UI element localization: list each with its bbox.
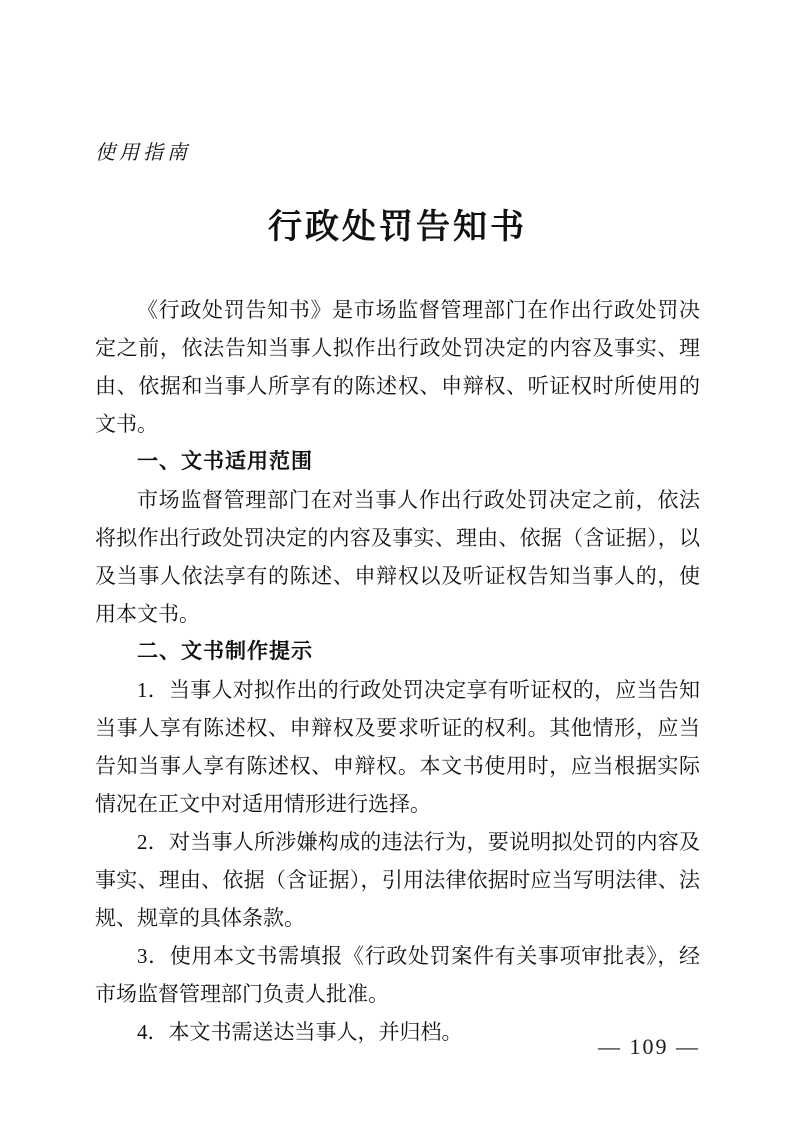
document-title: 行政处罚告知书 xyxy=(268,209,527,246)
tips-item-1: 1．当事人对拟作出的行政处罚决定享有听证权的，应当告知当事人享有陈述权、申辩权及要求听证的权利。其他情形，应当告知当事人享有陈述权、申辩权。本文书使用时，应当根据实际情况在正文中对适用情形进行选择。 xyxy=(95,678,700,816)
tips-item-2: 2．对当事人所涉嫌构成的违法行为，要说明拟处罚的内容及事实、理由、依据（含证据），引用法律依据时应当写明法律、法规、规章的具体条款。 xyxy=(95,830,700,930)
tips-item-4: 4．本文书需送达当事人，并归档。 xyxy=(137,1020,463,1044)
page-number: — 109 — xyxy=(598,1034,700,1059)
corner-label: 使用指南 xyxy=(95,142,191,164)
section-heading-tips: 二、文书制作提示 xyxy=(137,640,313,663)
intro-paragraph: 《行政处罚告知书》是市场监督管理部门在作出行政处罚决定之前，依法告知当事人拟作出行政处罚决定的内容及事实、理由、依据和当事人所享有的陈述权、申辩权、听证权时所使用的文书。 xyxy=(95,298,700,436)
section-heading-scope: 一、文书适用范围 xyxy=(137,450,313,473)
section-scope-paragraph: 市场监督管理部门在对当事人作出行政处罚决定之前，依法将拟作出行政处罚决定的内容及事实、理由、依据（含证据），以及当事人依法享有的陈述、申辩权以及听证权告知当事人的，使用本文书。 xyxy=(95,488,700,626)
tips-item-3: 3．使用本文书需填报《行政处罚案件有关事项审批表》，经市场监督管理部门负责人批准。 xyxy=(95,944,700,1006)
